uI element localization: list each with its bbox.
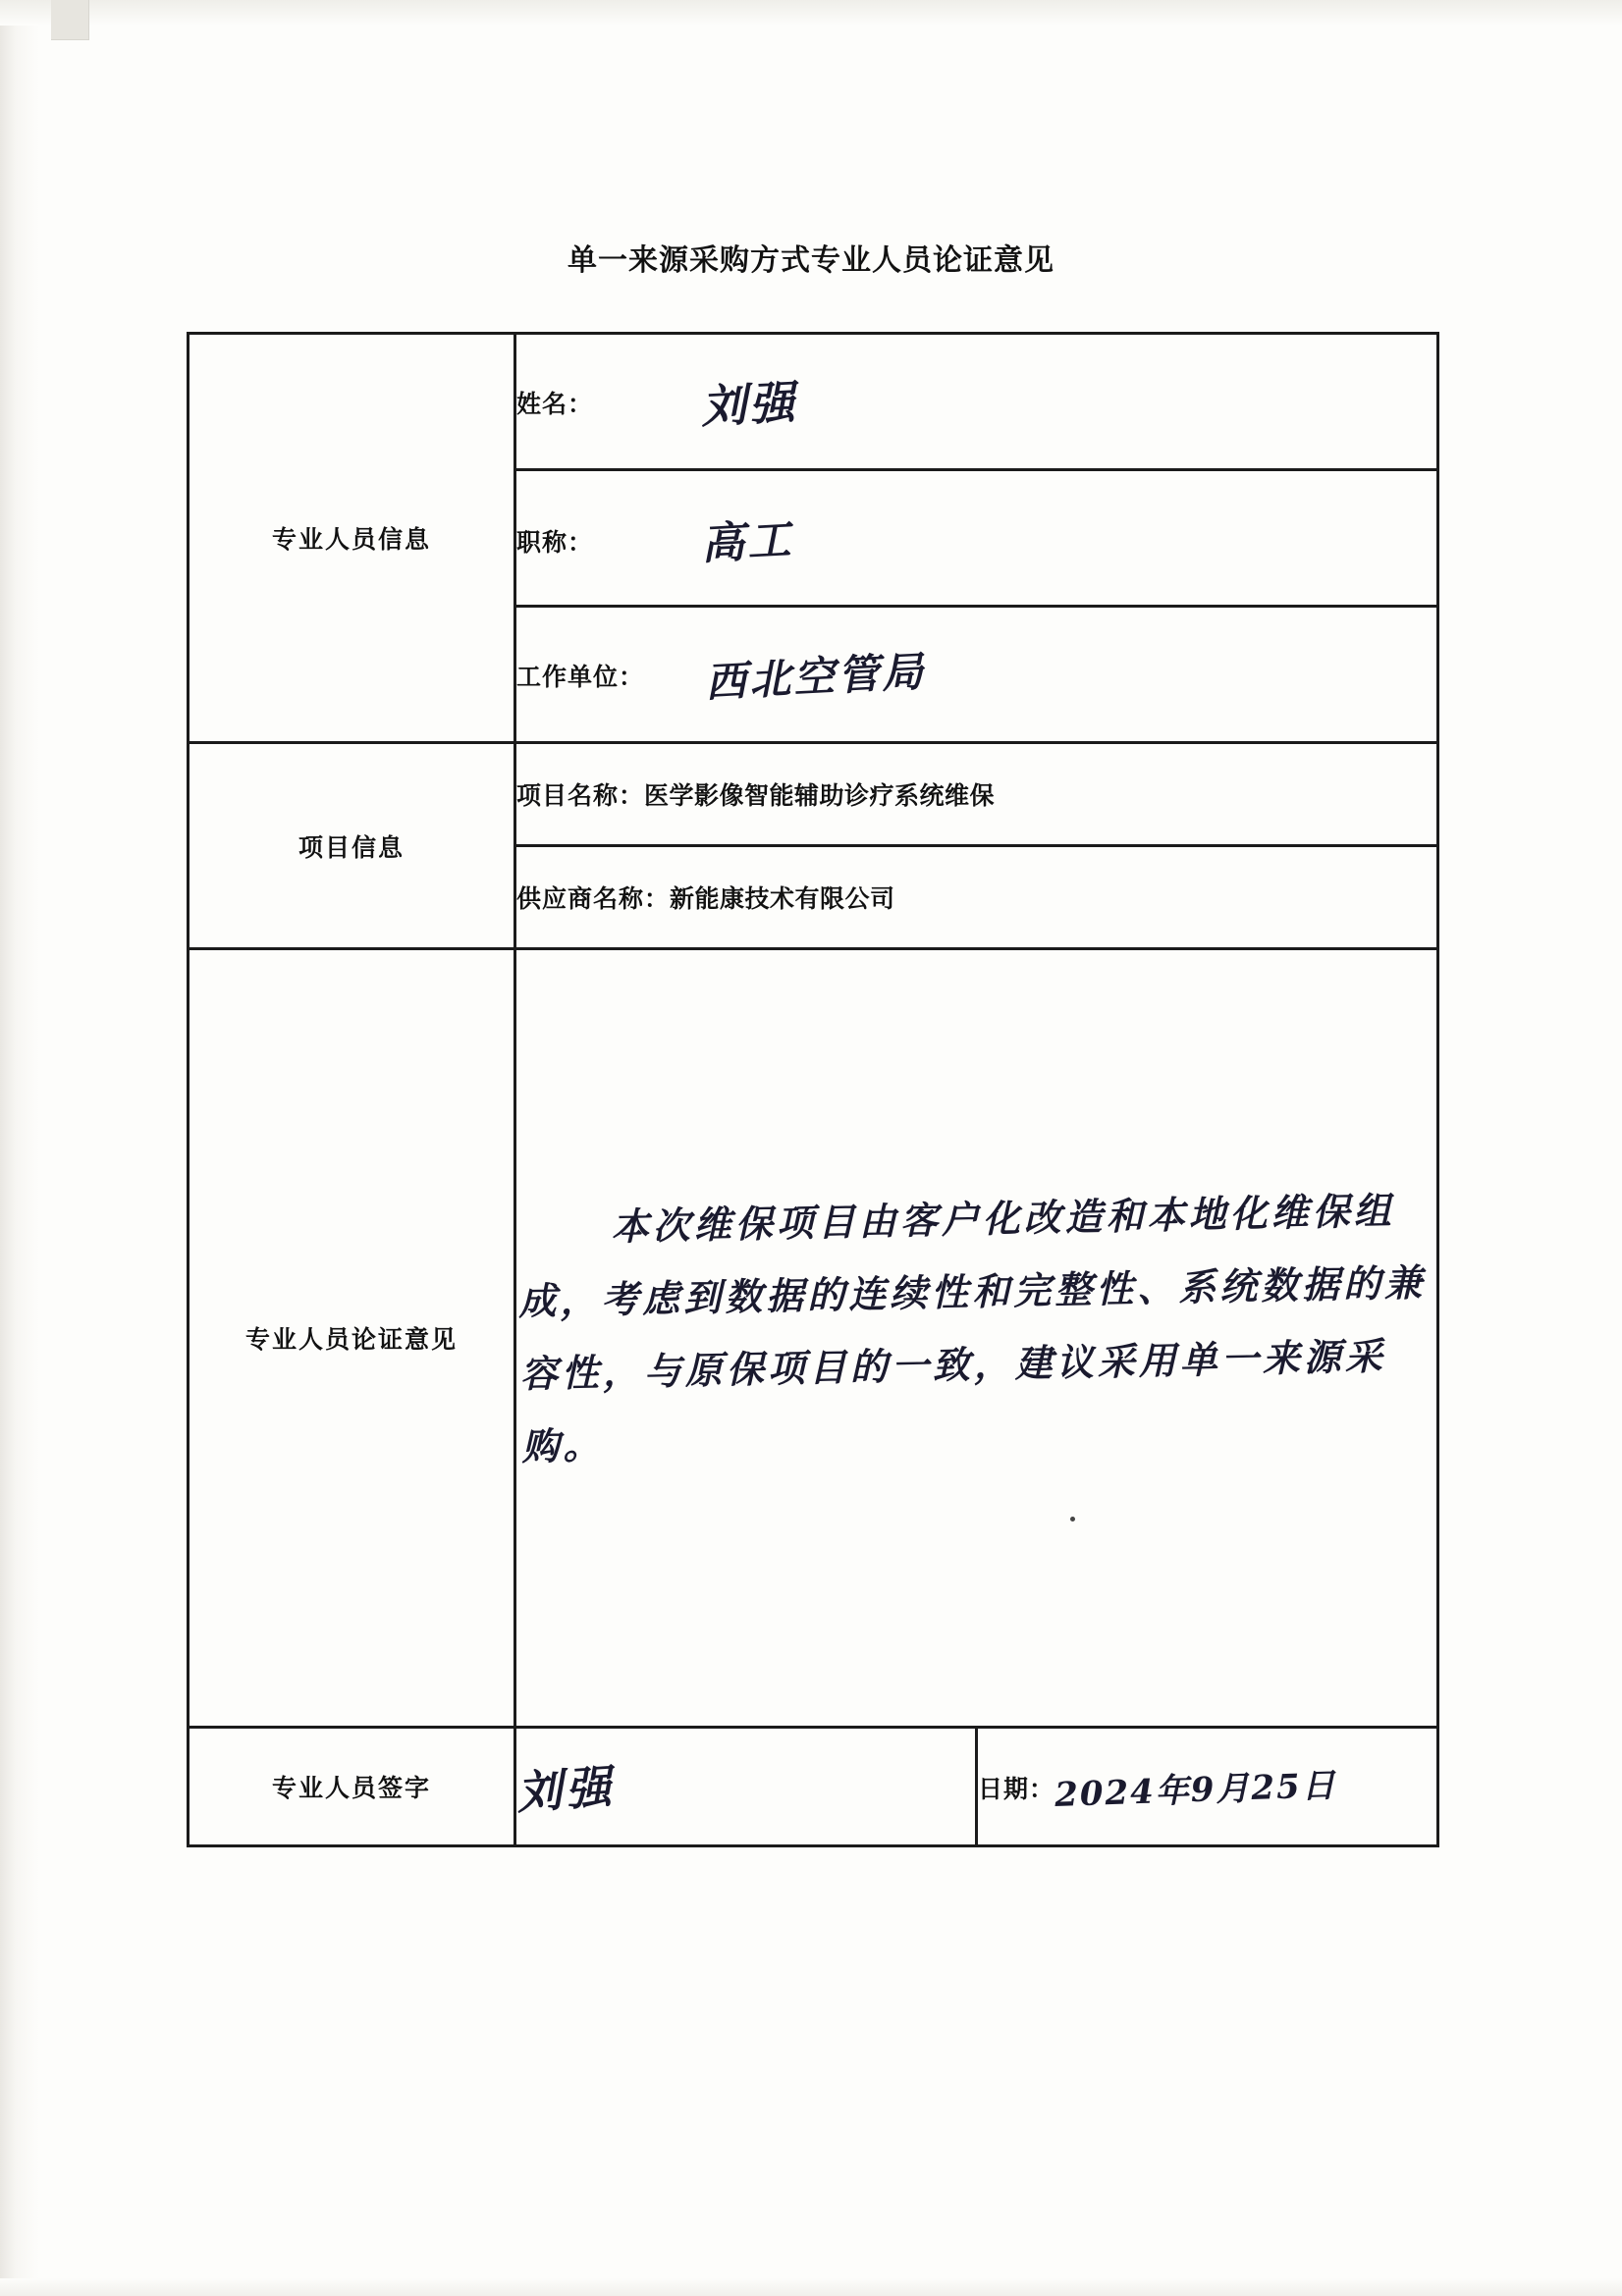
table-row [189,334,1438,470]
work-unit-label: 工作单位： [516,663,645,691]
opinion-handwritten-text: 本次维保项目由客户化改造和本地化维保组成，考虑到数据的连续性和完整性、系统数据的兼容性，与原保项目的一致，建议采用单一来源采购。 [517,1188,1427,1468]
opinion-content-cell [515,949,1438,1728]
project-name-value: 医学影像智能辅助诊疗系统维保 [644,781,996,810]
signature-handwritten-value: 刘强 [514,1759,617,1820]
project-name-cell [515,743,1438,846]
signature-label: 专业人员签字 [189,1728,515,1846]
scan-edge-top [0,0,1622,26]
supplier-name-label: 供应商名称： [516,884,671,913]
name-handwritten-value: 刘强 [699,375,799,434]
scan-corner-artifact [51,0,89,40]
project-info-label: 项目信息 [189,743,515,949]
job-title-label: 职称： [516,528,594,557]
table-row [189,949,1438,1728]
name-label: 姓名： [516,390,594,418]
opinion-label: 专业人员论证意见 [189,949,515,1728]
work-unit-handwritten-value: 西北空管局 [704,647,928,707]
date-cell [977,1728,1438,1846]
job-title-field-cell [515,470,1438,607]
signature-cell [515,1728,977,1846]
ink-stray-dot [1070,1517,1075,1522]
work-unit-field-cell [515,607,1438,743]
name-field-cell [515,334,1438,470]
page-title: 单一来源采购方式专业人员论证意见 [568,243,1054,278]
job-title-handwritten-value: 高工 [699,514,795,570]
supplier-name-value: 新能康技术有限公司 [670,884,895,913]
argumentation-form-table [187,332,1439,1847]
date-handwritten-value: 2024年9月25日 [1054,1765,1338,1815]
date-label: 日期： [978,1774,1055,1803]
table-row [189,743,1438,846]
project-name-label: 项目名称： [516,781,645,810]
personnel-info-label: 专业人员信息 [189,334,515,743]
scan-edge-left [0,0,39,2296]
scan-edge-bottom [0,2278,1622,2296]
supplier-name-cell [515,846,1438,949]
table-row [189,1728,1438,1846]
